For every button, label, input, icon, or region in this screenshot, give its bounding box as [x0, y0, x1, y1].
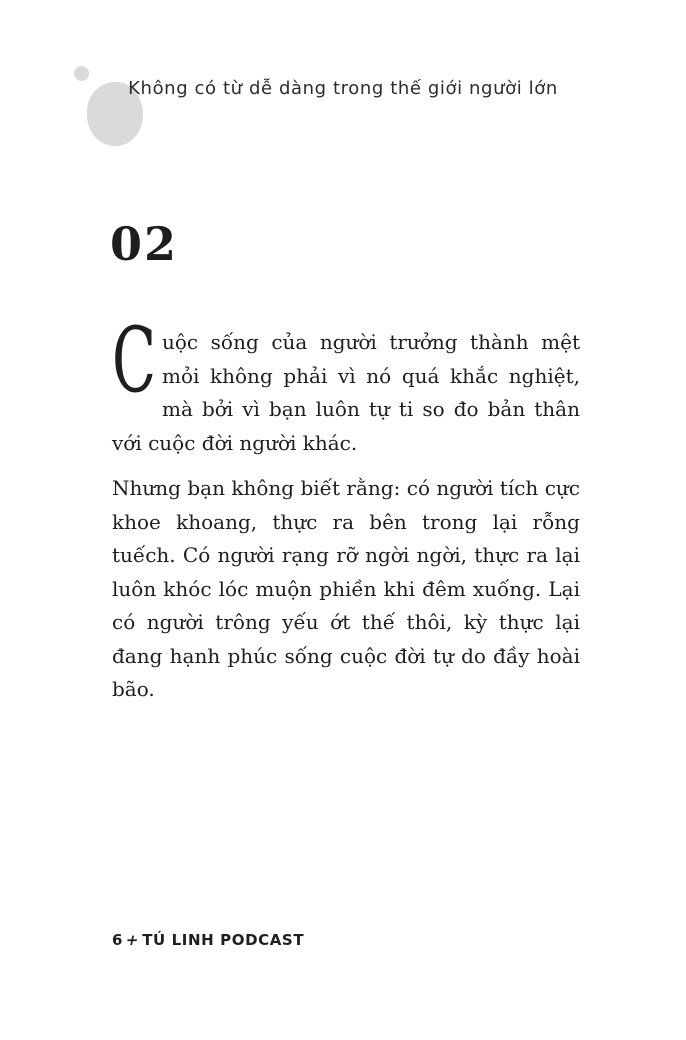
paragraph	[112, 472, 580, 707]
footer-separator-icon: +	[124, 931, 142, 949]
footer-brand: TÚ LINH PODCAST	[142, 931, 305, 949]
page-number: 6	[112, 931, 124, 949]
body-text-block	[112, 308, 580, 707]
paragraph-text: Nhưng bạn không biết rằng: có người tích cực khoe khoang, thực ra bên trong lại rỗng tuếch. Có người rạng rỡ ngời ngời, thực ra lại luôn khóc lóc muộn phiền khi đêm xuống. Lại có người trông yếu ớt thế thôi, kỳ thực lại đang hạnh phúc sống cuộc đời tự do đầy hoài bão.	[112, 476, 580, 701]
chapter-number: 02	[110, 217, 179, 271]
page-footer	[112, 931, 304, 949]
dropcap-letter: C	[112, 308, 157, 413]
running-head: Không có từ dễ dàng trong thế giới người lớn	[128, 78, 558, 99]
paragraph	[112, 308, 580, 460]
paragraph-text: uộc sống của người trưởng thành mệt mỏi không phải vì nó quá khắc nghiệt, mà bởi vì bạn luôn tự ti so đo bản thân với cuộc đời người khác.	[112, 330, 580, 455]
